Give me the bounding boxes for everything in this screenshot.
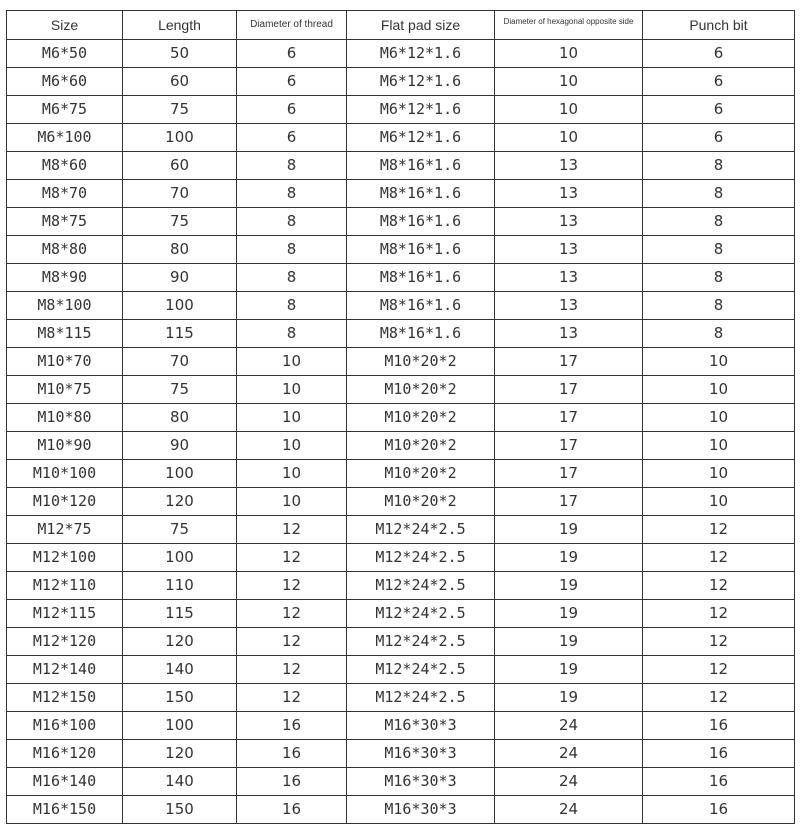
- cell-thread-diameter: 16: [237, 768, 347, 796]
- cell-flat-pad-size: M8*16*1.6: [347, 264, 495, 292]
- cell-flat-pad-size: M12*24*2.5: [347, 684, 495, 712]
- spec-table: [6, 10, 795, 824]
- cell-hex-diameter: 13: [495, 320, 643, 348]
- cell-thread-diameter: 8: [237, 320, 347, 348]
- cell-size: M6*60: [7, 68, 123, 96]
- cell-hex-diameter: 10: [495, 96, 643, 124]
- cell-size: M10*100: [7, 460, 123, 488]
- header-hex-diameter: Diameter of hexagonal opposite side: [495, 7, 643, 36]
- cell-length: 140: [123, 656, 237, 684]
- cell-size: M8*60: [7, 152, 123, 180]
- cell-size: M10*80: [7, 404, 123, 432]
- cell-size: M12*110: [7, 572, 123, 600]
- cell-flat-pad-size: M12*24*2.5: [347, 572, 495, 600]
- table-row: [7, 656, 795, 684]
- cell-flat-pad-size: M12*24*2.5: [347, 544, 495, 572]
- table-row: [7, 600, 795, 628]
- cell-punch-bit: 12: [643, 572, 795, 600]
- cell-flat-pad-size: M6*12*1.6: [347, 40, 495, 68]
- cell-size: M16*120: [7, 740, 123, 768]
- cell-punch-bit: 10: [643, 488, 795, 516]
- cell-flat-pad-size: M10*20*2: [347, 348, 495, 376]
- cell-thread-diameter: 6: [237, 40, 347, 68]
- cell-length: 120: [123, 488, 237, 516]
- cell-punch-bit: 6: [643, 40, 795, 68]
- cell-thread-diameter: 10: [237, 404, 347, 432]
- cell-length: 70: [123, 348, 237, 376]
- cell-punch-bit: 10: [643, 348, 795, 376]
- cell-hex-diameter: 10: [495, 40, 643, 68]
- cell-length: 75: [123, 516, 237, 544]
- cell-flat-pad-size: M10*20*2: [347, 432, 495, 460]
- cell-length: 75: [123, 96, 237, 124]
- cell-size: M10*70: [7, 348, 123, 376]
- cell-hex-diameter: 17: [495, 432, 643, 460]
- cell-flat-pad-size: M16*30*3: [347, 712, 495, 740]
- table-row: [7, 68, 795, 96]
- cell-hex-diameter: 24: [495, 796, 643, 824]
- table-row: [7, 516, 795, 544]
- cell-flat-pad-size: M8*16*1.6: [347, 208, 495, 236]
- cell-size: M8*70: [7, 180, 123, 208]
- cell-flat-pad-size: M12*24*2.5: [347, 600, 495, 628]
- cell-size: M12*100: [7, 544, 123, 572]
- cell-thread-diameter: 10: [237, 432, 347, 460]
- cell-size: M8*80: [7, 236, 123, 264]
- cell-length: 100: [123, 124, 237, 152]
- cell-punch-bit: 12: [643, 628, 795, 656]
- cell-flat-pad-size: M6*12*1.6: [347, 124, 495, 152]
- cell-thread-diameter: 12: [237, 600, 347, 628]
- cell-thread-diameter: 6: [237, 68, 347, 96]
- cell-size: M8*75: [7, 208, 123, 236]
- cell-hex-diameter: 19: [495, 656, 643, 684]
- cell-size: M12*150: [7, 684, 123, 712]
- cell-punch-bit: 8: [643, 152, 795, 180]
- cell-hex-diameter: 13: [495, 180, 643, 208]
- cell-thread-diameter: 10: [237, 488, 347, 516]
- cell-hex-diameter: 10: [495, 124, 643, 152]
- table-row: [7, 292, 795, 320]
- cell-flat-pad-size: M8*16*1.6: [347, 152, 495, 180]
- cell-length: 100: [123, 544, 237, 572]
- cell-size: M10*90: [7, 432, 123, 460]
- cell-length: 80: [123, 236, 237, 264]
- cell-thread-diameter: 12: [237, 628, 347, 656]
- cell-hex-diameter: 17: [495, 488, 643, 516]
- cell-punch-bit: 16: [643, 740, 795, 768]
- cell-flat-pad-size: M16*30*3: [347, 796, 495, 824]
- cell-hex-diameter: 13: [495, 264, 643, 292]
- cell-punch-bit: 6: [643, 68, 795, 96]
- cell-length: 120: [123, 740, 237, 768]
- cell-size: M16*140: [7, 768, 123, 796]
- cell-thread-diameter: 16: [237, 796, 347, 824]
- cell-hex-diameter: 17: [495, 348, 643, 376]
- cell-hex-diameter: 17: [495, 376, 643, 404]
- table-row: [7, 460, 795, 488]
- table-row: [7, 404, 795, 432]
- cell-punch-bit: 8: [643, 180, 795, 208]
- cell-thread-diameter: 12: [237, 684, 347, 712]
- table-row: [7, 40, 795, 68]
- cell-punch-bit: 12: [643, 656, 795, 684]
- cell-flat-pad-size: M16*30*3: [347, 740, 495, 768]
- header-flat-pad-size: Flat pad size: [347, 11, 495, 40]
- cell-hex-diameter: 17: [495, 460, 643, 488]
- cell-punch-bit: 12: [643, 516, 795, 544]
- cell-length: 140: [123, 768, 237, 796]
- cell-thread-diameter: 6: [237, 96, 347, 124]
- cell-flat-pad-size: M8*16*1.6: [347, 320, 495, 348]
- cell-punch-bit: 8: [643, 236, 795, 264]
- cell-flat-pad-size: M10*20*2: [347, 488, 495, 516]
- cell-size: M16*100: [7, 712, 123, 740]
- cell-punch-bit: 8: [643, 208, 795, 236]
- cell-punch-bit: 8: [643, 292, 795, 320]
- cell-punch-bit: 6: [643, 124, 795, 152]
- table-row: [7, 320, 795, 348]
- table-row: [7, 628, 795, 656]
- cell-punch-bit: 8: [643, 264, 795, 292]
- table-row: [7, 572, 795, 600]
- cell-length: 100: [123, 712, 237, 740]
- cell-hex-diameter: 19: [495, 572, 643, 600]
- cell-size: M8*100: [7, 292, 123, 320]
- cell-hex-diameter: 24: [495, 712, 643, 740]
- cell-flat-pad-size: M12*24*2.5: [347, 516, 495, 544]
- cell-size: M6*100: [7, 124, 123, 152]
- table-row: [7, 180, 795, 208]
- table-row: [7, 348, 795, 376]
- table-row: [7, 488, 795, 516]
- cell-size: M12*140: [7, 656, 123, 684]
- cell-hex-diameter: 19: [495, 684, 643, 712]
- cell-flat-pad-size: M8*16*1.6: [347, 180, 495, 208]
- cell-length: 60: [123, 152, 237, 180]
- header-size: Size: [7, 11, 123, 40]
- cell-length: 75: [123, 376, 237, 404]
- cell-length: 100: [123, 292, 237, 320]
- cell-punch-bit: 8: [643, 320, 795, 348]
- cell-size: M6*75: [7, 96, 123, 124]
- cell-hex-diameter: 24: [495, 768, 643, 796]
- cell-thread-diameter: 12: [237, 516, 347, 544]
- cell-hex-diameter: 13: [495, 152, 643, 180]
- cell-hex-diameter: 10: [495, 68, 643, 96]
- cell-thread-diameter: 10: [237, 460, 347, 488]
- cell-size: M12*120: [7, 628, 123, 656]
- cell-thread-diameter: 16: [237, 712, 347, 740]
- cell-thread-diameter: 8: [237, 236, 347, 264]
- cell-hex-diameter: 19: [495, 516, 643, 544]
- cell-length: 150: [123, 684, 237, 712]
- cell-hex-diameter: 19: [495, 544, 643, 572]
- cell-thread-diameter: 12: [237, 572, 347, 600]
- table-row: [7, 236, 795, 264]
- cell-flat-pad-size: M6*12*1.6: [347, 68, 495, 96]
- header-punch-bit: Punch bit: [643, 11, 795, 40]
- table-row: [7, 712, 795, 740]
- table-row: [7, 432, 795, 460]
- cell-length: 80: [123, 404, 237, 432]
- cell-flat-pad-size: M12*24*2.5: [347, 628, 495, 656]
- table-row: [7, 768, 795, 796]
- header-thread-diameter: Diameter of thread: [237, 11, 347, 40]
- cell-thread-diameter: 8: [237, 264, 347, 292]
- cell-size: M16*150: [7, 796, 123, 824]
- table-row: [7, 544, 795, 572]
- cell-punch-bit: 12: [643, 684, 795, 712]
- table-row: [7, 264, 795, 292]
- cell-thread-diameter: 8: [237, 292, 347, 320]
- cell-length: 90: [123, 264, 237, 292]
- cell-hex-diameter: 17: [495, 404, 643, 432]
- cell-punch-bit: 12: [643, 600, 795, 628]
- cell-size: M6*50: [7, 40, 123, 68]
- cell-flat-pad-size: M6*12*1.6: [347, 96, 495, 124]
- cell-hex-diameter: 24: [495, 740, 643, 768]
- cell-hex-diameter: 13: [495, 208, 643, 236]
- cell-length: 115: [123, 320, 237, 348]
- table-row: [7, 152, 795, 180]
- cell-length: 75: [123, 208, 237, 236]
- cell-size: M10*75: [7, 376, 123, 404]
- cell-length: 115: [123, 600, 237, 628]
- cell-thread-diameter: 10: [237, 376, 347, 404]
- table-header: [7, 11, 795, 40]
- cell-punch-bit: 6: [643, 96, 795, 124]
- cell-thread-diameter: 8: [237, 152, 347, 180]
- table-row: [7, 376, 795, 404]
- cell-thread-diameter: 8: [237, 208, 347, 236]
- cell-thread-diameter: 8: [237, 180, 347, 208]
- cell-punch-bit: 12: [643, 544, 795, 572]
- cell-thread-diameter: 16: [237, 740, 347, 768]
- cell-punch-bit: 10: [643, 432, 795, 460]
- cell-hex-diameter: 19: [495, 600, 643, 628]
- cell-flat-pad-size: M16*30*3: [347, 768, 495, 796]
- cell-punch-bit: 16: [643, 768, 795, 796]
- table-body: [7, 40, 795, 824]
- table-row: [7, 684, 795, 712]
- table-row: [7, 96, 795, 124]
- cell-thread-diameter: 12: [237, 656, 347, 684]
- cell-punch-bit: 10: [643, 404, 795, 432]
- cell-size: M10*120: [7, 488, 123, 516]
- cell-thread-diameter: 12: [237, 544, 347, 572]
- table-row: [7, 124, 795, 152]
- cell-size: M12*115: [7, 600, 123, 628]
- cell-flat-pad-size: M10*20*2: [347, 376, 495, 404]
- cell-length: 150: [123, 796, 237, 824]
- cell-flat-pad-size: M12*24*2.5: [347, 656, 495, 684]
- cell-flat-pad-size: M8*16*1.6: [347, 292, 495, 320]
- cell-length: 60: [123, 68, 237, 96]
- cell-size: M12*75: [7, 516, 123, 544]
- cell-size: M8*90: [7, 264, 123, 292]
- cell-hex-diameter: 13: [495, 292, 643, 320]
- cell-hex-diameter: 19: [495, 628, 643, 656]
- table-row: [7, 740, 795, 768]
- table-row: [7, 208, 795, 236]
- cell-flat-pad-size: M10*20*2: [347, 404, 495, 432]
- cell-hex-diameter: 13: [495, 236, 643, 264]
- cell-flat-pad-size: M8*16*1.6: [347, 236, 495, 264]
- cell-size: M8*115: [7, 320, 123, 348]
- table-row: [7, 796, 795, 824]
- cell-thread-diameter: 6: [237, 124, 347, 152]
- cell-length: 90: [123, 432, 237, 460]
- cell-punch-bit: 10: [643, 460, 795, 488]
- cell-length: 110: [123, 572, 237, 600]
- cell-thread-diameter: 10: [237, 348, 347, 376]
- header-length: Length: [123, 11, 237, 40]
- cell-length: 120: [123, 628, 237, 656]
- cell-punch-bit: 16: [643, 796, 795, 824]
- cell-punch-bit: 10: [643, 376, 795, 404]
- cell-length: 100: [123, 460, 237, 488]
- cell-punch-bit: 16: [643, 712, 795, 740]
- cell-length: 50: [123, 40, 237, 68]
- header-row: [7, 11, 795, 40]
- cell-flat-pad-size: M10*20*2: [347, 460, 495, 488]
- cell-length: 70: [123, 180, 237, 208]
